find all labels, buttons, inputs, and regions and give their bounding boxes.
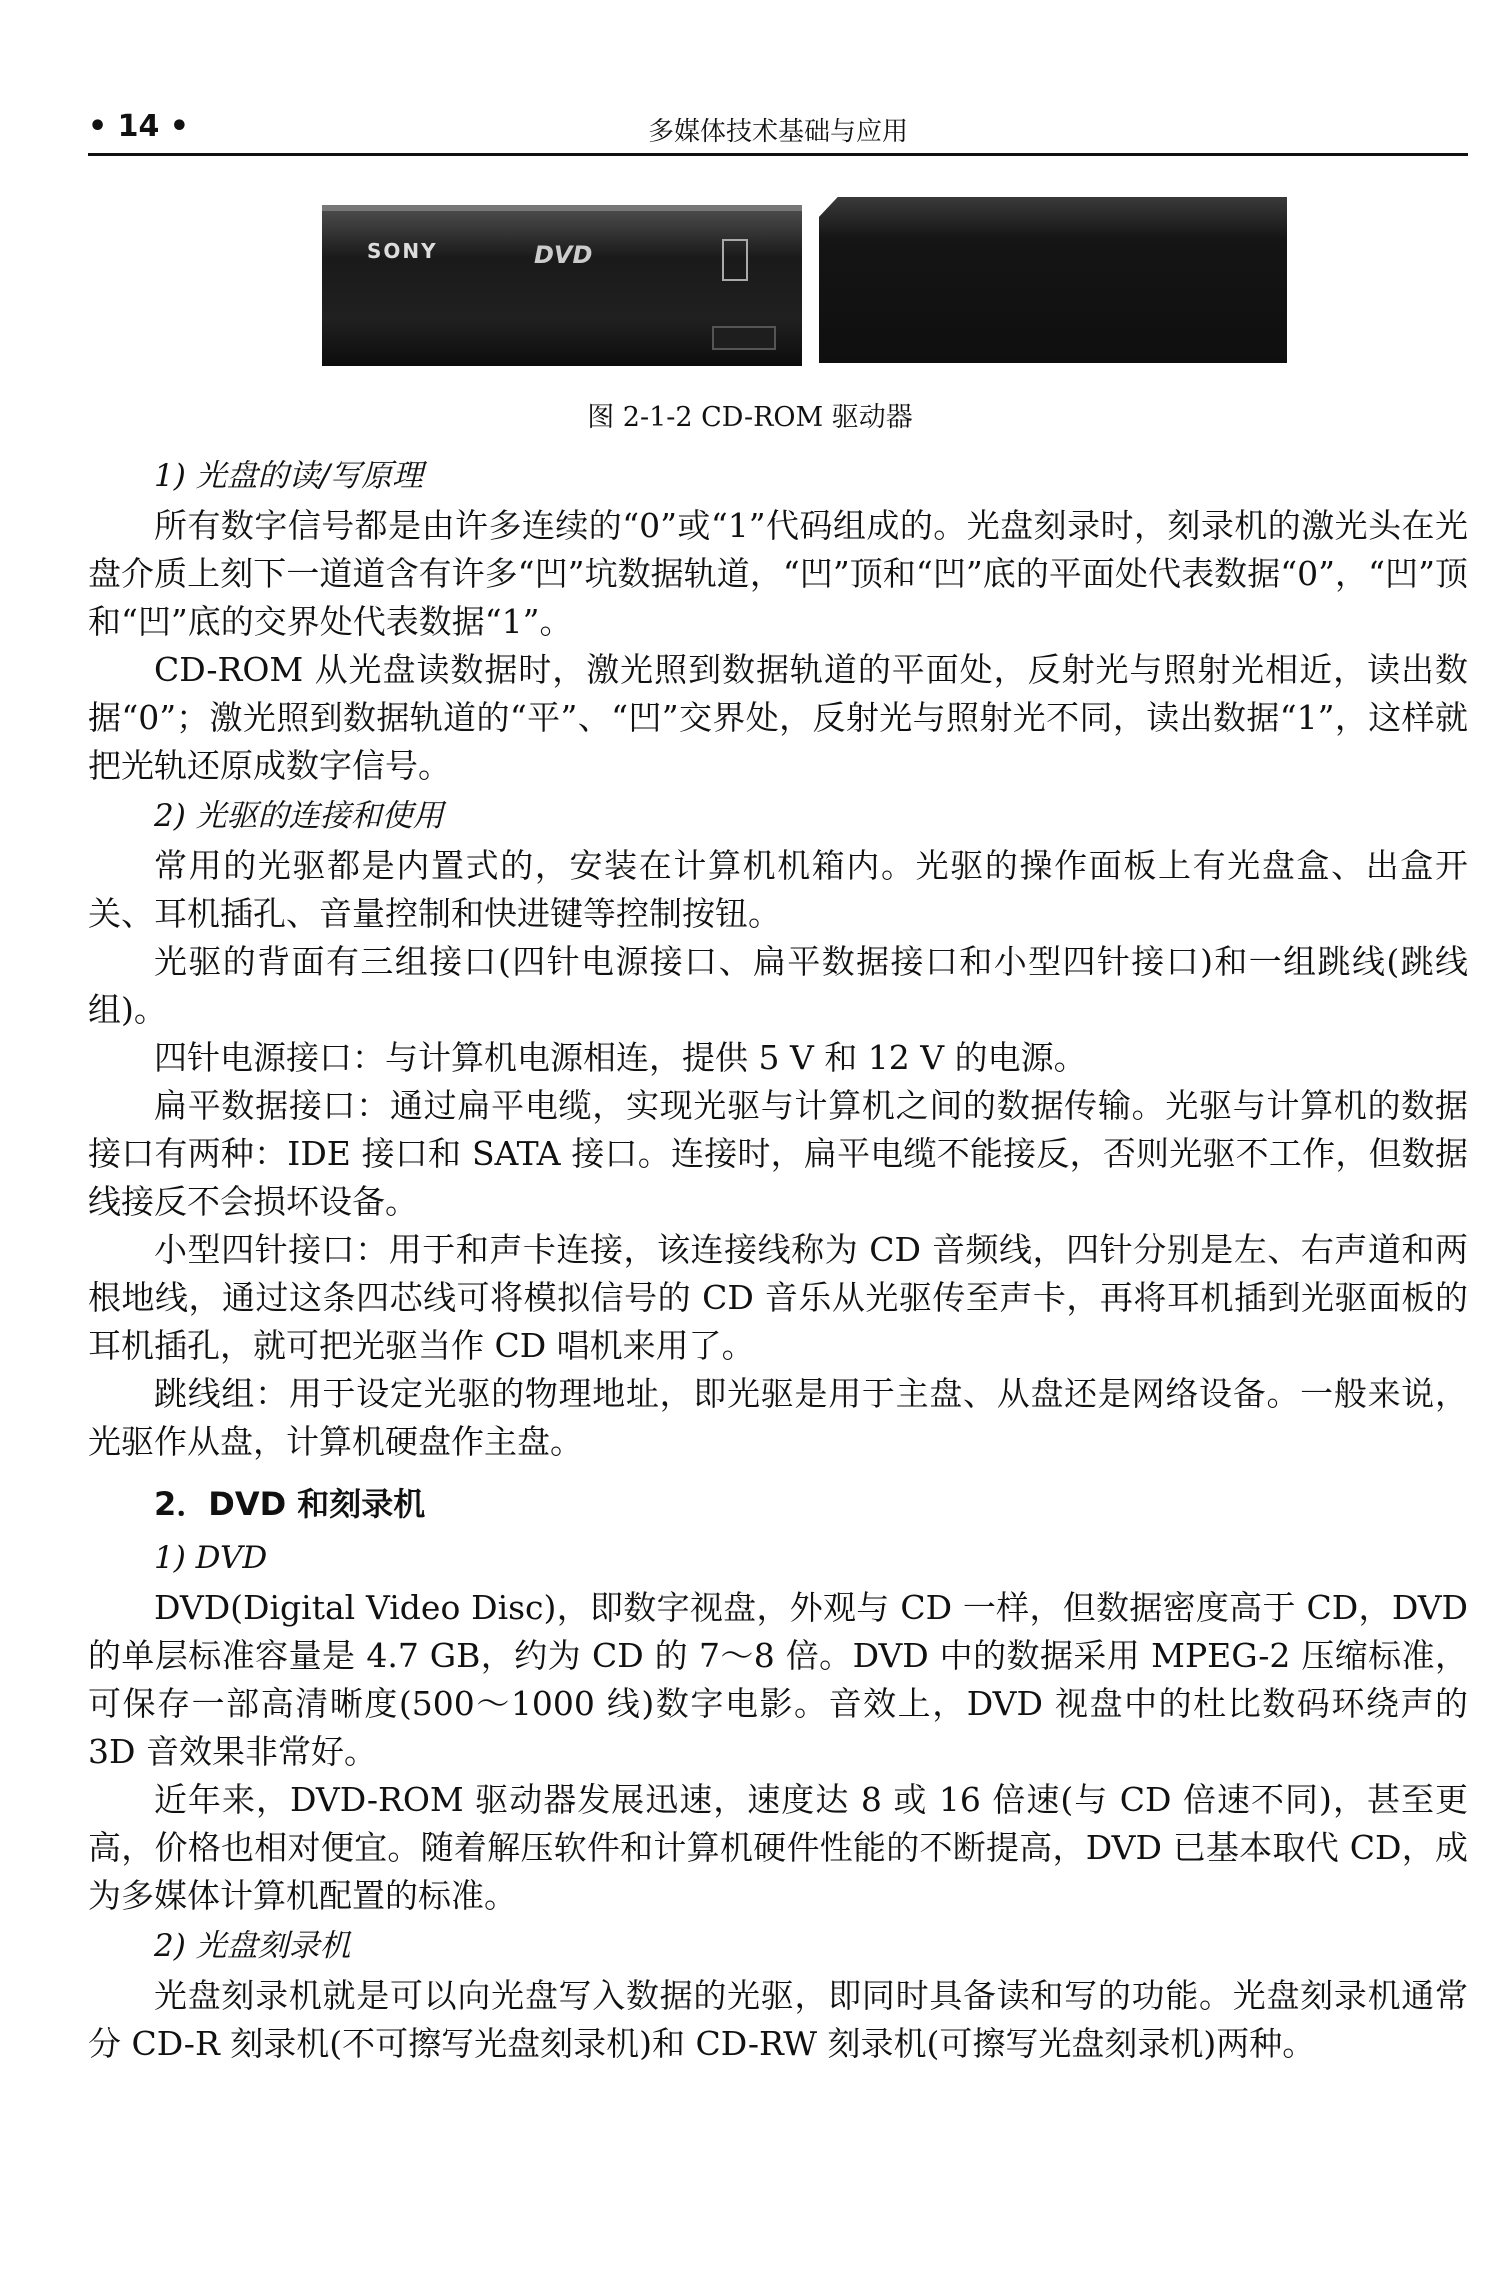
running-title: 多媒体技术基础与应用 xyxy=(647,117,908,147)
paragraph: 近年来，DVD-ROM 驱动器发展迅速，速度达 8 或 16 倍速(与 CD 倍速不同)，甚至更高，价格也相对便宜。随着解压软件和计算机硬件性能的不断提高，DVD 已基本取代 CD，成为多媒体计算机配置的标准。 xyxy=(88,1780,1468,1915)
paragraph: 光驱的背面有三组接口(四针电源接口、扁平数据接口和小型四针接口)和一组跳线(跳线组)。 xyxy=(88,942,1468,1029)
paragraph: 四针电源接口：与计算机电源相连，提供 5 V 和 12 V 的电源。 xyxy=(154,1038,1087,1077)
paragraph: 小型四针接口：用于和声卡连接，该连接线称为 CD 音频线，四针分别是左、右声道和两根地线，通过这条四芯线可将模拟信号的 CD 音乐从光驱传至声卡，再将耳机插到光驱面板的耳机插孔，就可把光驱当作 CD 唱机来用了。 xyxy=(88,1230,1468,1365)
drive-side-photo xyxy=(819,197,1287,363)
dvd-logo: DVD xyxy=(534,241,593,269)
paragraph: 常用的光驱都是内置式的，安装在计算机机箱内。光驱的操作面板上有光盘盒、出盒开关、耳机插孔、音量控制和快进键等控制按钮。 xyxy=(88,846,1468,933)
paragraph: 所有数字信号都是由许多连续的“0”或“1”代码组成的。光盘刻录时，刻录机的激光头在光盘介质上刻下一道道含有许多“凹”坑数据轨道，“凹”顶和“凹”底的平面处代表数据“0”，“凹”顶和“凹”底的交界处代表数据“1”。 xyxy=(88,506,1468,641)
eject-button-icon xyxy=(712,326,776,350)
paragraph: DVD(Digital Video Disc)，即数字视盘，外观与 CD 一样，但数据密度高于 CD，DVD 的单层标准容量是 4.7 GB，约为 CD 的 7～8 倍。DVD 中的数据采用 MPEG-2 压缩标准，可保存一部高清晰度(500～1000 线)数字电影。音效上，DVD 视盘中的杜比数码环绕声的 3D 音效果非常好。 xyxy=(88,1588,1468,1771)
subheading-connection: 2) 光驱的连接和使用 xyxy=(154,798,444,834)
body-text xyxy=(88,450,1468,2068)
sony-logo: SONY xyxy=(367,239,438,263)
subheading-burner: 2) 光盘刻录机 xyxy=(154,1928,351,1964)
paragraph: CD-ROM 从光盘读数据时，激光照到数据轨道的平面处，反射光与照射光相近，读出数据“0”；激光照到数据轨道的“平”、“凹”交界处，反射光与照射光不同，读出数据“1”，这样就把光轨还原成数字信号。 xyxy=(88,650,1468,785)
paragraph: 扁平数据接口：通过扁平电缆，实现光驱与计算机之间的数据传输。光驱与计算机的数据接口有两种：IDE 接口和 SATA 接口。连接时，扁平电缆不能接反，否则光驱不工作，但数据线接反不会损坏设备。 xyxy=(88,1086,1468,1221)
compact-disc-logo-icon xyxy=(722,239,748,281)
paragraph: 跳线组：用于设定光驱的物理地址，即光驱是用于主盘、从盘还是网络设备。一般来说，光驱作从盘，计算机硬盘作主盘。 xyxy=(88,1374,1468,1461)
subheading-dvd: 1) DVD xyxy=(154,1540,268,1576)
figure-caption: 图 2-1-2 CD-ROM 驱动器 xyxy=(587,402,913,433)
figure-cdrom-drive xyxy=(322,197,1287,363)
paragraph: 光盘刻录机就是可以向光盘写入数据的光驱，即同时具备读和写的功能。光盘刻录机通常分 CD-R 刻录机(不可擦写光盘刻录机)和 CD-RW 刻录机(可擦写光盘刻录机)两种。 xyxy=(88,1976,1468,2063)
section-heading-dvd: 2．DVD 和刻录机 xyxy=(154,1485,426,1523)
page-header xyxy=(88,105,1468,156)
page-number: • 14 • xyxy=(88,109,189,144)
drive-front-photo xyxy=(322,205,802,366)
subheading-read-write: 1) 光盘的读/写原理 xyxy=(154,458,424,494)
